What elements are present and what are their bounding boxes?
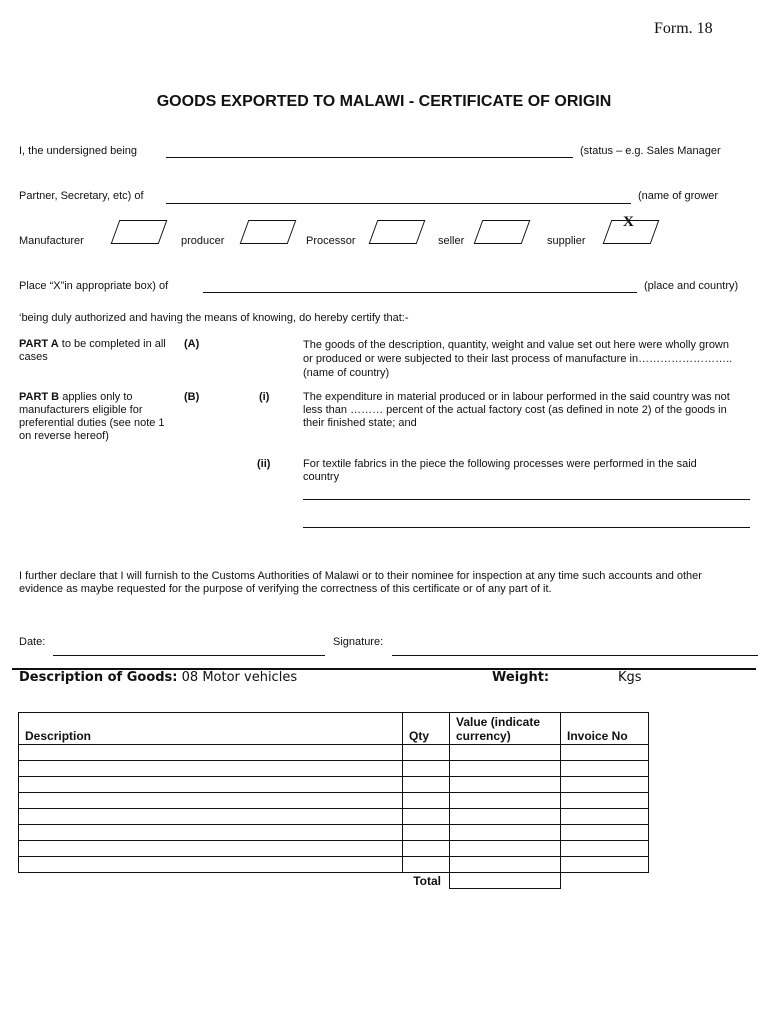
declaration-text: I further declare that I will furnish to the Customs Authorities of Malawi or to their nominee for inspection at any time such accounts and other evidence as maybe requested for the purpose of verifying the correctness of this certificate or of any part of it. [19,570,702,595]
supplier-x-mark: X [623,214,634,230]
total-spacer [561,873,649,889]
description-of-goods-label: Description of Goods: [19,670,178,685]
signature-field-line[interactable] [392,655,758,656]
role-label-processor: Processor [306,235,356,247]
partner-label: Partner, Secretary, etc) of [19,190,144,202]
total-row [19,873,649,889]
part-a-title: PART A [19,338,59,350]
status-hint: (status – e.g. Sales Manager [580,145,721,157]
header-value: Value (indicate currency) [450,713,561,745]
cell-invoice[interactable] [561,745,649,761]
cell-value[interactable] [450,841,561,857]
cell-invoice[interactable] [561,857,649,873]
cell-description[interactable] [19,857,403,873]
part-b-desc [19,391,169,443]
place-hint: (place and country) [644,280,739,292]
role-label-manufacturer: Manufacturer [19,235,84,247]
weight-unit: Kgs [618,670,642,685]
goods-table [18,712,649,889]
cell-value[interactable] [450,793,561,809]
cell-description[interactable] [19,825,403,841]
part-a-text: to be completed in all cases [19,338,166,363]
table-row [19,825,649,841]
header-invoice-no: Invoice No [561,713,649,745]
checkbox-seller[interactable] [474,220,531,244]
cell-qty[interactable] [403,793,450,809]
cell-invoice[interactable] [561,761,649,777]
cell-value[interactable] [450,761,561,777]
cell-invoice[interactable] [561,825,649,841]
part-b-body-i: The expenditure in material produced or in labour performed in the said country was not less than ……… percent of the actual factory cost (as defined in note 2) of the goods in their finished state; and [303,391,730,429]
total-value-cell[interactable] [450,873,561,889]
cell-qty[interactable] [403,761,450,777]
grower-field-line[interactable] [166,203,631,204]
cell-value[interactable] [450,809,561,825]
role-label-seller: seller [438,235,465,247]
cell-invoice[interactable] [561,841,649,857]
cell-description[interactable] [19,793,403,809]
table-row [19,777,649,793]
table-row [19,841,649,857]
header-description: Description [19,713,403,745]
checkbox-producer[interactable] [240,220,297,244]
header-qty: Qty [403,713,450,745]
description-of-goods [19,670,297,685]
status-field-line[interactable] [166,157,573,158]
place-label: Place “X”in appropriate box) of [19,280,169,292]
cell-description[interactable] [19,809,403,825]
part-a-marker: (A) [184,338,200,350]
cell-invoice[interactable] [561,793,649,809]
weight-label: Weight: [492,670,550,685]
table-row [19,793,649,809]
date-field-line[interactable] [53,655,325,656]
cell-description[interactable] [19,745,403,761]
place-field-line[interactable] [203,292,637,293]
cell-invoice[interactable] [561,809,649,825]
signature-label: Signature: [333,636,384,648]
certify-statement: ‘being duly authorized and having the means of knowing, do hereby certify that:- [19,312,409,324]
total-label: Total [413,873,441,888]
cell-qty[interactable] [403,825,450,841]
part-b-text: applies only to manufacturers eligible for preferential duties (see note 1 on reverse hereof) [19,391,165,442]
cell-invoice[interactable] [561,777,649,793]
cell-qty[interactable] [403,745,450,761]
page-title: GOODS EXPORTED TO MALAWI - CERTIFICATE OF ORIGIN [156,93,612,110]
table-row [19,761,649,777]
cell-qty[interactable] [403,857,450,873]
part-b-marker: (B) [184,391,200,403]
cell-description[interactable] [19,841,403,857]
table-row [19,809,649,825]
cell-value[interactable] [450,777,561,793]
table-row [19,857,649,873]
checkbox-processor[interactable] [369,220,426,244]
cell-value[interactable] [450,825,561,841]
cell-description[interactable] [19,777,403,793]
grower-hint: (name of grower [638,190,719,202]
part-a-body: The goods of the description, quantity, weight and value set out here were wholly grown or produced or were subjected to their last process of manufacture in……………………..(name of country) [303,339,733,379]
part-b-body-ii: For textile fabrics in the piece the following processes were performed in the said country [303,458,697,483]
cell-value[interactable] [450,745,561,761]
role-label-supplier: supplier [547,235,586,247]
table-row [19,745,649,761]
part-b-title: PART B [19,391,60,403]
undersigned-label: I, the undersigned being [19,145,138,157]
part-b-sub-i: (i) [259,391,270,403]
checkbox-manufacturer[interactable] [111,220,168,244]
description-of-goods-value: 08 Motor vehicles [181,670,298,685]
cell-qty[interactable] [403,809,450,825]
cell-description[interactable] [19,761,403,777]
processes-line-1[interactable] [303,499,750,500]
cell-qty[interactable] [403,777,450,793]
date-label: Date: [19,636,46,648]
processes-line-2[interactable] [303,527,750,528]
cell-value[interactable] [450,857,561,873]
form-number: Form. 18 [654,20,713,37]
part-a-desc [19,338,169,364]
part-b-sub-ii: (ii) [257,458,271,470]
table-header-row [19,713,649,745]
role-label-producer: producer [181,235,225,247]
cell-qty[interactable] [403,841,450,857]
